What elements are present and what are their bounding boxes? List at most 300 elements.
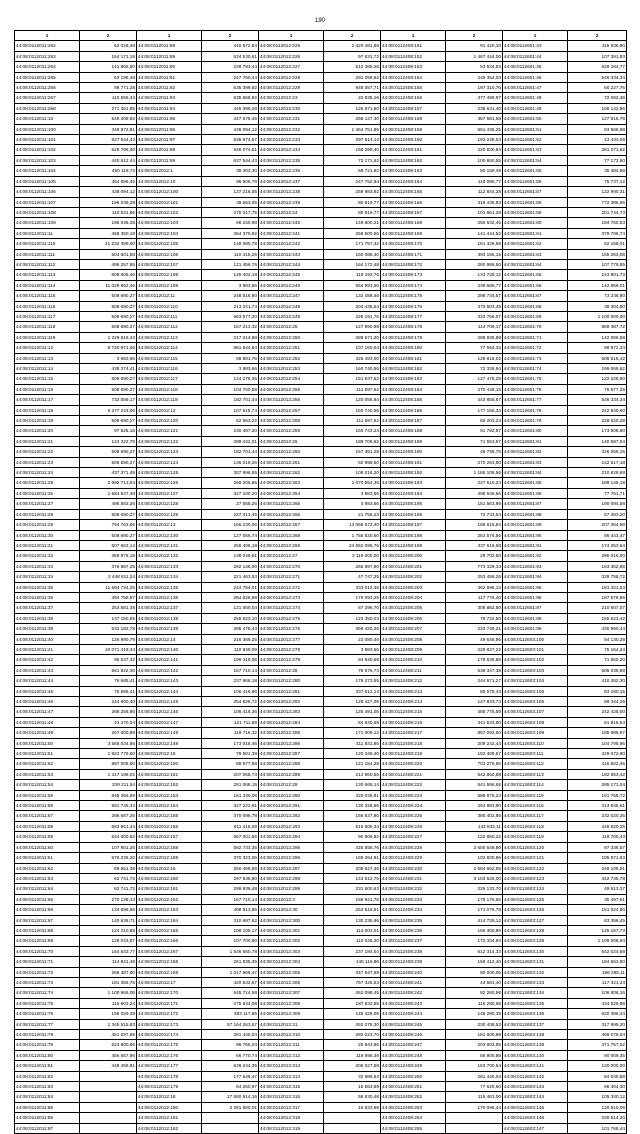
table-row bbox=[15, 301, 627, 311]
cadastral-number-cell: 44:08:0112011:26 bbox=[15, 488, 80, 498]
cadastral-value-cell: 10 071 418,34 bbox=[80, 644, 137, 654]
cadastral-number-cell: 44:08:0112012:129 bbox=[137, 509, 202, 519]
cadastral-value-cell: 237 966,18 bbox=[202, 676, 259, 686]
cadastral-number-cell: 44:08:0112408:200 bbox=[381, 551, 446, 561]
cadastral-value-cell: 160 743,24 bbox=[324, 426, 381, 436]
cadastral-number-cell: 44:08:0112603:122 bbox=[503, 863, 568, 873]
cadastral-number-cell: 44:08:0112408:225 bbox=[381, 811, 446, 821]
cadastral-number-cell: 44:08:0112012:159 bbox=[137, 853, 202, 863]
cadastral-number-cell: 44:08:0112601:82 bbox=[503, 447, 568, 457]
cadastral-value-cell: 1 464 751,85 bbox=[324, 124, 381, 134]
cadastral-value-cell: 639 244,35 bbox=[202, 1061, 259, 1071]
cadastral-number-cell: 44:08:0112408:154 bbox=[381, 72, 446, 82]
cadastral-number-cell: 44:08:0112011:266 bbox=[15, 83, 80, 93]
cadastral-number-cell: 44:08:0112011:101 bbox=[15, 135, 80, 145]
cadastral-value-cell: 57 483,20 bbox=[568, 509, 627, 519]
cadastral-number-cell: 44:08:0112601:51 bbox=[503, 124, 568, 134]
cadastral-number-cell: 44:08:0112012:316 bbox=[259, 1092, 324, 1102]
cadastral-value-cell: 141 444,52 bbox=[446, 228, 503, 238]
table-row bbox=[15, 509, 627, 519]
cadastral-value-cell: 425 555,76 bbox=[324, 842, 381, 852]
cadastral-value-cell: 76 685,41 bbox=[80, 686, 137, 696]
cadastral-value-cell bbox=[324, 1113, 381, 1123]
cadastral-value-cell: 190 094,58 bbox=[568, 499, 627, 509]
cadastral-value-cell: 71 553,57 bbox=[446, 436, 503, 446]
cadastral-value-cell: 118 085,77 bbox=[446, 176, 503, 186]
cadastral-number-cell: 44:08:0112408:191 bbox=[381, 457, 446, 467]
cadastral-number-cell: 44:08:0112603:110 bbox=[503, 738, 568, 748]
cadastral-number-cell: 44:08:0112012:137 bbox=[137, 603, 202, 613]
cadastral-value-cell: 120 000,00 bbox=[568, 1061, 627, 1071]
cadastral-number-cell: 44:08:0112408:167 bbox=[381, 207, 446, 217]
cadastral-number-cell: 44:08:0112408:252 bbox=[381, 1092, 446, 1102]
cadastral-value-cell: 297 535,90 bbox=[202, 873, 259, 883]
cadastral-value-cell: 78 722,50 bbox=[446, 613, 503, 623]
cadastral-value-cell: 134 596,56 bbox=[80, 905, 137, 915]
cadastral-value-cell: 96 404,30 bbox=[568, 1082, 627, 1092]
cadastral-value-cell: 271 361,95 bbox=[80, 103, 137, 113]
cadastral-number-cell: 44:08:0112408:189 bbox=[381, 436, 446, 446]
cadastral-number-cell: 44:08:0112012:30 bbox=[259, 905, 324, 915]
cadastral-value-cell: 505 618,42 bbox=[568, 353, 627, 363]
cadastral-value-cell: 429 072,90 bbox=[568, 749, 627, 759]
cadastral-number-cell: 44:08:0112011:267 bbox=[15, 93, 80, 103]
cadastral-value-cell: 181 355,76 bbox=[80, 977, 137, 987]
cadastral-number-cell: 44:08:0112012:226 bbox=[259, 51, 324, 61]
cadastral-value-cell: 82 260,98 bbox=[446, 988, 503, 998]
cadastral-number-cell: 44:08:0112011:58 bbox=[15, 821, 80, 831]
cadastral-number-cell: 44:08:0112012:169 bbox=[137, 967, 202, 977]
cadastral-value-cell: 114 841,48 bbox=[80, 957, 137, 967]
cadastral-number-cell: 44:08:0112012:182 bbox=[137, 1123, 202, 1133]
cadastral-number-cell: 44:08:0112011:12 bbox=[15, 343, 80, 353]
table-row bbox=[15, 873, 627, 883]
cadastral-value-cell: 434 529,88 bbox=[568, 998, 627, 1008]
cadastral-number-cell: 44:08:0112012:269 bbox=[259, 540, 324, 550]
cadastral-value-cell: 256 406,18 bbox=[202, 540, 259, 550]
cadastral-number-cell: 44:08:0112408:232 bbox=[381, 884, 446, 894]
cadastral-number-cell: 44:08:0112012:152 bbox=[137, 780, 202, 790]
cadastral-value-cell: 270 263,80 bbox=[446, 457, 503, 467]
cadastral-number-cell: 44:08:0112603:132 bbox=[503, 967, 568, 977]
cadastral-value-cell: 327 100,20 bbox=[202, 488, 259, 498]
cadastral-value-cell: 220 830,84 bbox=[446, 145, 503, 155]
cadastral-number-cell: 44:08:0112012:108 bbox=[137, 270, 202, 280]
cadastral-value-cell bbox=[80, 1071, 137, 1081]
cadastral-number-cell: 44:08:0112012:284 bbox=[259, 717, 324, 727]
cadastral-number-cell: 44:08:0112012:291 bbox=[259, 801, 324, 811]
cadastral-value-cell: 79 576,73 bbox=[324, 665, 381, 675]
table-row bbox=[15, 311, 627, 321]
cadastral-number-cell: 44:08:0112012:309 bbox=[259, 1009, 324, 1019]
cadastral-number-cell: 44:08:0112012:289 bbox=[259, 769, 324, 779]
cadastral-number-cell: 44:08:0112012:303 bbox=[259, 946, 324, 956]
cadastral-value-cell: 307 996,55 bbox=[202, 468, 259, 478]
cadastral-number-cell: 44:08:0112011:89 bbox=[137, 51, 202, 61]
cadastral-value-cell: 242 425,00 bbox=[568, 707, 627, 717]
cadastral-value-cell: 504 601,58 bbox=[80, 249, 137, 259]
cadastral-value-cell: 168 298,40 bbox=[324, 145, 381, 155]
cadastral-number-cell: 44:08:0112011:57 bbox=[15, 811, 80, 821]
cadastral-value-cell: 469 076,04 bbox=[568, 1030, 627, 1040]
cadastral-number-cell: 44:08:0112601:71 bbox=[503, 332, 568, 342]
cadastral-value-cell: 534 530,61 bbox=[202, 51, 259, 61]
cadastral-number-cell: 44:08:0112603:126 bbox=[503, 905, 568, 915]
cadastral-value-cell: 430 990,44 bbox=[568, 624, 627, 634]
cadastral-value-cell: 149 600,21 bbox=[324, 218, 381, 228]
cadastral-number-cell: 44:08:0112011:27 bbox=[15, 499, 80, 509]
cadastral-number-cell: 44:08:0112011:88 bbox=[137, 41, 202, 51]
cadastral-number-cell: 44:08:0112012:146 bbox=[137, 707, 202, 717]
cadastral-number-cell: 44:08:0112603:123 bbox=[503, 873, 568, 883]
cadastral-number-cell: 44:08:0112011:108 bbox=[15, 207, 80, 217]
cadastral-value-cell: 110 655,34 bbox=[80, 93, 137, 103]
cadastral-value-cell: 281 071,52 bbox=[568, 145, 627, 155]
cadastral-number-cell: 44:08:0112011:18 bbox=[15, 405, 80, 415]
cadastral-number-cell: 44:08:0112601:61 bbox=[503, 228, 568, 238]
cadastral-value-cell: 263 576,56 bbox=[446, 530, 503, 540]
cadastral-value-cell: 247 752,84 bbox=[324, 176, 381, 186]
cadastral-value-cell: 164 172,48 bbox=[324, 259, 381, 269]
cadastral-value-cell: 253 581,38 bbox=[80, 603, 137, 613]
cadastral-number-cell: 44:08:0112012:23 bbox=[259, 93, 324, 103]
cadastral-number-cell: 44:08:0112012:122 bbox=[137, 436, 202, 446]
cadastral-number-cell: 44:08:0112408:182 bbox=[381, 364, 446, 374]
cadastral-value-cell: 21 755,23 bbox=[324, 509, 381, 519]
cadastral-value-cell: 133 728,12 bbox=[446, 270, 503, 280]
cadastral-number-cell: 44:08:0112601:69 bbox=[503, 311, 568, 321]
cadastral-value-cell: 442 735,78 bbox=[568, 873, 627, 883]
cadastral-number-cell: 44:08:0112012:241 bbox=[259, 228, 324, 238]
table-row bbox=[15, 780, 627, 790]
cadastral-value-cell: 337 616,68 bbox=[446, 540, 503, 550]
cadastral-value-cell: 84 840,68 bbox=[324, 717, 381, 727]
cadastral-value-cell: 167 710,14 bbox=[202, 894, 259, 904]
cadastral-value-cell: 454 686,45 bbox=[80, 176, 137, 186]
table-row bbox=[15, 665, 627, 675]
cadastral-value-cell: 438 374,41 bbox=[80, 364, 137, 374]
table-row bbox=[15, 239, 627, 249]
cadastral-number-cell: 44:08:0112012:166 bbox=[137, 936, 202, 946]
cadastral-number-cell: 44:08:0112012:250 bbox=[259, 332, 324, 342]
table-row bbox=[15, 62, 627, 72]
cadastral-number-cell: 44:08:0112601:60 bbox=[503, 218, 568, 228]
cadastral-value-cell: 102 408,67 bbox=[446, 749, 503, 759]
cadastral-value-cell: 230 408,53 bbox=[446, 1019, 503, 1029]
cadastral-value-cell: 438 094,12 bbox=[80, 187, 137, 197]
cadastral-value-cell: 383 117,85 bbox=[202, 1009, 259, 1019]
cadastral-number-cell: 44:08:0112012:272 bbox=[259, 582, 324, 592]
cadastral-number-cell: 44:08:0112012:148 bbox=[137, 728, 202, 738]
cadastral-number-cell: 44:08:0112408:210 bbox=[381, 655, 446, 665]
cadastral-value-cell: 102 830,86 bbox=[446, 853, 503, 863]
cadastral-value-cell: 8 720 971,06 bbox=[80, 343, 137, 353]
cadastral-number-cell: 44:08:0112011:49 bbox=[15, 728, 80, 738]
cadastral-number-cell: 44:08:0112012:299 bbox=[259, 884, 324, 894]
cadastral-number-cell: 44:08:0112603:147 bbox=[503, 1123, 568, 1133]
cadastral-value-cell: 848 356,89 bbox=[80, 790, 137, 800]
table-row bbox=[15, 1092, 627, 1102]
cadastral-value-cell bbox=[202, 1113, 259, 1123]
cadastral-value-cell: 187 578,86 bbox=[568, 592, 627, 602]
cadastral-value-cell: 72 336,94 bbox=[446, 364, 503, 374]
cadastral-number-cell: 44:08:0112012:308 bbox=[259, 998, 324, 1008]
cadastral-value-cell: 15 563,89 bbox=[324, 1082, 381, 1092]
cadastral-number-cell: 44:08:0112601:58 bbox=[503, 197, 568, 207]
cadastral-number-cell: 44:08:0112012:100 bbox=[137, 187, 202, 197]
cadastral-value-cell: 508 690,27 bbox=[80, 530, 137, 540]
cadastral-number-cell: 44:08:0112011:65 bbox=[15, 894, 80, 904]
cadastral-value-cell: 508 690,27 bbox=[80, 447, 137, 457]
cadastral-value-cell: 132 488,48 bbox=[324, 291, 381, 301]
cadastral-number-cell: 44:08:0112408:240 bbox=[381, 967, 446, 977]
cadastral-value-cell: 370 503,45 bbox=[446, 301, 503, 311]
cadastral-value-cell: 249 105,91 bbox=[568, 863, 627, 873]
cadastral-value-cell: 108 142,86 bbox=[568, 103, 627, 113]
cadastral-value-cell: 66 770,74 bbox=[202, 1050, 259, 1060]
cadastral-value-cell: 62 663,22 bbox=[202, 416, 259, 426]
cadastral-number-cell: 44:08:0112012:180 bbox=[137, 1102, 202, 1112]
cadastral-value-cell: 106 806,16 bbox=[568, 988, 627, 998]
cadastral-number-cell: 44:08:0112012:151 bbox=[137, 769, 202, 779]
cadastral-value-cell: 142 006,58 bbox=[568, 332, 627, 342]
cadastral-value-cell: 119 192,76 bbox=[324, 270, 381, 280]
cadastral-value-cell: 90 506,92 bbox=[324, 832, 381, 842]
table-row bbox=[15, 749, 627, 759]
cadastral-number-cell: 44:08:0112408:251 bbox=[381, 1082, 446, 1092]
cadastral-value-cell: 58 630,48 bbox=[324, 1092, 381, 1102]
cadastral-number-cell: 44:08:0112012:126 bbox=[137, 478, 202, 488]
cadastral-number-cell: 44:08:0112011:94 bbox=[137, 103, 202, 113]
cadastral-number-cell: 44:08:0112601:67 bbox=[503, 291, 568, 301]
table-row bbox=[15, 644, 627, 654]
cadastral-value-cell: 259 523,10 bbox=[202, 613, 259, 623]
cadastral-value-cell: 75 737,12 bbox=[568, 176, 627, 186]
cadastral-value-cell: 27 555,26 bbox=[202, 499, 259, 509]
cadastral-value-cell: 532 182,78 bbox=[80, 624, 137, 634]
cadastral-value-cell: 3 119 000,00 bbox=[324, 551, 381, 561]
column-header-value: 2 bbox=[80, 31, 137, 41]
cadastral-value-cell: 542 850,88 bbox=[446, 769, 503, 779]
cadastral-value-cell: 449 520,25 bbox=[568, 821, 627, 831]
cadastral-value-cell: 72 171,62 bbox=[324, 155, 381, 165]
cadastral-value-cell: 508 690,27 bbox=[80, 311, 137, 321]
cadastral-value-cell: 214 960,56 bbox=[324, 769, 381, 779]
cadastral-number-cell: 44:08:0112012:295 bbox=[259, 842, 324, 852]
cadastral-number-cell: 44:08:0112012:255 bbox=[259, 384, 324, 394]
table-row bbox=[15, 1071, 627, 1081]
table-row bbox=[15, 83, 627, 93]
table-row bbox=[15, 93, 627, 103]
cadastral-value-cell: 43 433,08 bbox=[568, 135, 627, 145]
cadastral-number-cell: 44:08:0112012:245 bbox=[259, 270, 324, 280]
cadastral-value-cell: 144 276,35 bbox=[202, 374, 259, 384]
cadastral-value-cell: 297 614,14 bbox=[324, 135, 381, 145]
cadastral-value-cell: 451 097,65 bbox=[80, 1030, 137, 1040]
cadastral-value-cell: 362 695,13 bbox=[446, 582, 503, 592]
cadastral-value-cell: 227 413,45 bbox=[202, 509, 259, 519]
cadastral-value-cell: 201 744,73 bbox=[568, 207, 627, 217]
cadastral-value-cell: 16 533,99 bbox=[324, 1102, 381, 1112]
cadastral-value-cell: 142 958,01 bbox=[568, 280, 627, 290]
cadastral-value-cell: 676 236,20 bbox=[80, 853, 137, 863]
cadastral-value-cell: 564 993,50 bbox=[324, 280, 381, 290]
cadastral-value-cell: 96 240,98 bbox=[202, 218, 259, 228]
cadastral-number-cell: 44:08:0112011:81 bbox=[15, 1061, 80, 1071]
cadastral-number-cell: 44:08:0112012:13 bbox=[137, 520, 202, 530]
table-row bbox=[15, 457, 627, 467]
column-header-code: 1 bbox=[259, 31, 324, 41]
cadastral-number-cell: 44:08:0112012:271 bbox=[259, 572, 324, 582]
cadastral-number-cell: 44:08:0112408:177 bbox=[381, 311, 446, 321]
cadastral-number-cell: 44:08:0112012:17 bbox=[137, 977, 202, 987]
cadastral-number-cell: 44:08:0112408:204 bbox=[381, 592, 446, 602]
cadastral-value-cell: 165 264,91 bbox=[324, 853, 381, 863]
cadastral-value-cell: 207 068,73 bbox=[202, 769, 259, 779]
cadastral-number-cell: 44:08:0112408:229 bbox=[381, 853, 446, 863]
cadastral-number-cell: 44:08:0112011:74 bbox=[15, 988, 80, 998]
cadastral-number-cell: 44:08:0112011:21 bbox=[15, 436, 80, 446]
cadastral-value-cell: 495 257,86 bbox=[80, 259, 137, 269]
cadastral-value-cell: 203 802,85 bbox=[446, 1040, 503, 1050]
cadastral-value-cell: 73 236,80 bbox=[568, 291, 627, 301]
cadastral-number-cell: 44:08:0112601:44 bbox=[503, 51, 568, 61]
cadastral-value-cell: 416 602,46 bbox=[568, 759, 627, 769]
cadastral-value-cell: 288 936,88 bbox=[446, 332, 503, 342]
cadastral-number-cell: 44:08:0112012:264 bbox=[259, 488, 324, 498]
cadastral-value-cell: 24 652 096,76 bbox=[324, 540, 381, 550]
cadastral-value-cell: 141 865,50 bbox=[80, 62, 137, 72]
cadastral-number-cell: 44:08:0112011:75 bbox=[15, 998, 80, 1008]
cadastral-number-cell: 44:08:0112601:66 bbox=[503, 280, 568, 290]
cadastral-value-cell: 495 553,26 bbox=[80, 499, 137, 509]
cadastral-number-cell: 44:08:0112012:140 bbox=[137, 644, 202, 654]
cadastral-value-cell: 228 620,28 bbox=[568, 416, 627, 426]
cadastral-value-cell: 732 059,17 bbox=[80, 395, 137, 405]
cadastral-number-cell: 44:08:0112603:142 bbox=[503, 1071, 568, 1081]
cadastral-number-cell: 44:08:0112603:118 bbox=[503, 821, 568, 831]
table-row bbox=[15, 998, 627, 1008]
cadastral-number-cell: 44:08:0112012:125 bbox=[137, 468, 202, 478]
table-row bbox=[15, 353, 627, 363]
cadastral-number-cell: 44:08:0112011:84 bbox=[15, 1092, 80, 1102]
cadastral-number-cell: 44:08:0112012:147 bbox=[137, 717, 202, 727]
table-row bbox=[15, 769, 627, 779]
cadastral-number-cell: 44:08:0112011:106 bbox=[15, 187, 80, 197]
cadastral-number-cell: 44:08:0112408:160 bbox=[381, 135, 446, 145]
cadastral-number-cell: 44:08:0112408:212 bbox=[381, 676, 446, 686]
cadastral-number-cell: 44:08:0112012:237 bbox=[259, 176, 324, 186]
cadastral-number-cell: 44:08:0112012:290 bbox=[259, 790, 324, 800]
cadastral-number-cell: 44:08:0112408:217 bbox=[381, 728, 446, 738]
cadastral-value-cell: 369 876,18 bbox=[80, 551, 137, 561]
cadastral-value-cell bbox=[80, 1092, 137, 1102]
cadastral-number-cell: 44:08:0112012:292 bbox=[259, 811, 324, 821]
cadastral-value-cell: 259 500,56 bbox=[324, 228, 381, 238]
cadastral-value-cell bbox=[202, 1123, 259, 1133]
cadastral-value-cell: 237 184,04 bbox=[324, 946, 381, 956]
cadastral-value-cell: 2 448 811,24 bbox=[80, 572, 137, 582]
cadastral-value-cell: 62 028,48 bbox=[80, 41, 137, 51]
cadastral-value-cell: 125 491,05 bbox=[324, 707, 381, 717]
cadastral-number-cell: 44:08:0112011:31 bbox=[15, 540, 80, 550]
cadastral-number-cell: 44:08:0112603:138 bbox=[503, 1030, 568, 1040]
cadastral-value-cell: 196 295,11 bbox=[568, 967, 627, 977]
cadastral-number-cell: 44:08:0112011:41 bbox=[15, 644, 80, 654]
cadastral-value-cell: 97 336,57 bbox=[568, 842, 627, 852]
cadastral-value-cell: 193 248,04 bbox=[446, 135, 503, 145]
table-row bbox=[15, 967, 627, 977]
cadastral-number-cell: 44:08:0112012:236 bbox=[259, 166, 324, 176]
cadastral-value-cell: 49 736,75 bbox=[446, 447, 503, 457]
cadastral-value-cell: 608 605,46 bbox=[80, 270, 137, 280]
table-row bbox=[15, 332, 627, 342]
table-row bbox=[15, 1050, 627, 1060]
cadastral-number-cell: 44:08:0112603:141 bbox=[503, 1061, 568, 1071]
table-row bbox=[15, 384, 627, 394]
cadastral-number-cell: 44:08:0112012:24 bbox=[259, 207, 324, 217]
cadastral-value-cell: 645 714,58 bbox=[202, 988, 259, 998]
cadastral-number-cell: 44:08:0112408:194 bbox=[381, 488, 446, 498]
cadastral-value-cell: 61 918,54 bbox=[568, 717, 627, 727]
cadastral-number-cell: 44:08:0112012:168 bbox=[137, 957, 202, 967]
cadastral-number-cell: 44:08:0112012:175 bbox=[137, 1040, 202, 1050]
cadastral-number-cell: 44:08:0112601:87 bbox=[503, 499, 568, 509]
cadastral-value-cell: 47 747,25 bbox=[324, 572, 381, 582]
cadastral-number-cell: 44:08:0112012:153 bbox=[137, 790, 202, 800]
cadastral-value-cell: 281 440,04 bbox=[202, 1030, 259, 1040]
cadastral-value-cell: 60 227,76 bbox=[568, 83, 627, 93]
cadastral-value-cell: 114 709,17 bbox=[446, 322, 503, 332]
cadastral-number-cell: 44:08:0112012:249 bbox=[259, 311, 324, 321]
cadastral-number-cell: 44:08:0112012:239 bbox=[259, 197, 324, 207]
cadastral-number-cell: 44:08:0112011:109 bbox=[15, 218, 80, 228]
table-row bbox=[15, 1019, 627, 1029]
cadastral-value-cell: 591 745,34 bbox=[80, 801, 137, 811]
cadastral-value-cell: 89 344,25 bbox=[568, 697, 627, 707]
cadastral-value-cell: 1 584 547,48 bbox=[80, 488, 137, 498]
cadastral-value-cell: 663 577,20 bbox=[202, 311, 259, 321]
cadastral-number-cell: 44:08:0112012:1 bbox=[137, 166, 202, 176]
cadastral-value-cell: 339 211,54 bbox=[80, 780, 137, 790]
cadastral-number-cell: 44:08:0112011:38 bbox=[15, 613, 80, 623]
table-row bbox=[15, 925, 627, 935]
cadastral-value-cell: 151 563,98 bbox=[446, 499, 503, 509]
cadastral-number-cell: 44:08:0112012:116 bbox=[137, 364, 202, 374]
table-row bbox=[15, 228, 627, 238]
cadastral-value-cell: 179 176,66 bbox=[446, 894, 503, 904]
cadastral-value-cell: 253 616,51 bbox=[324, 905, 381, 915]
cadastral-number-cell: 44:08:0112011:24 bbox=[15, 468, 80, 478]
cadastral-value-cell: 182 701,44 bbox=[202, 447, 259, 457]
cadastral-value-cell: 644 000,62 bbox=[80, 832, 137, 842]
cadastral-number-cell: 44:08:0112012:29 bbox=[259, 780, 324, 790]
cadastral-value-cell: 125 157,73 bbox=[568, 925, 627, 935]
cadastral-number-cell: 44:08:0112012:278 bbox=[259, 644, 324, 654]
cadastral-value-cell: 495 646,56 bbox=[446, 488, 503, 498]
cadastral-value-cell: 142 517,18 bbox=[568, 457, 627, 467]
table-row bbox=[15, 592, 627, 602]
cadastral-number-cell: 44:08:0112408:195 bbox=[381, 499, 446, 509]
cadastral-number-cell: 44:08:0112603:109 bbox=[503, 728, 568, 738]
cadastral-value-cell: 11 029 852,46 bbox=[80, 280, 137, 290]
cadastral-value-cell: 173 016,46 bbox=[202, 738, 259, 748]
cadastral-number-cell: 44:08:0112011:51 bbox=[15, 749, 80, 759]
cadastral-value-cell: 184 663,90 bbox=[568, 957, 627, 967]
table-row bbox=[15, 478, 627, 488]
cadastral-number-cell: 44:08:0112011:268 bbox=[15, 103, 80, 113]
cadastral-value-cell: 217 214,88 bbox=[202, 332, 259, 342]
